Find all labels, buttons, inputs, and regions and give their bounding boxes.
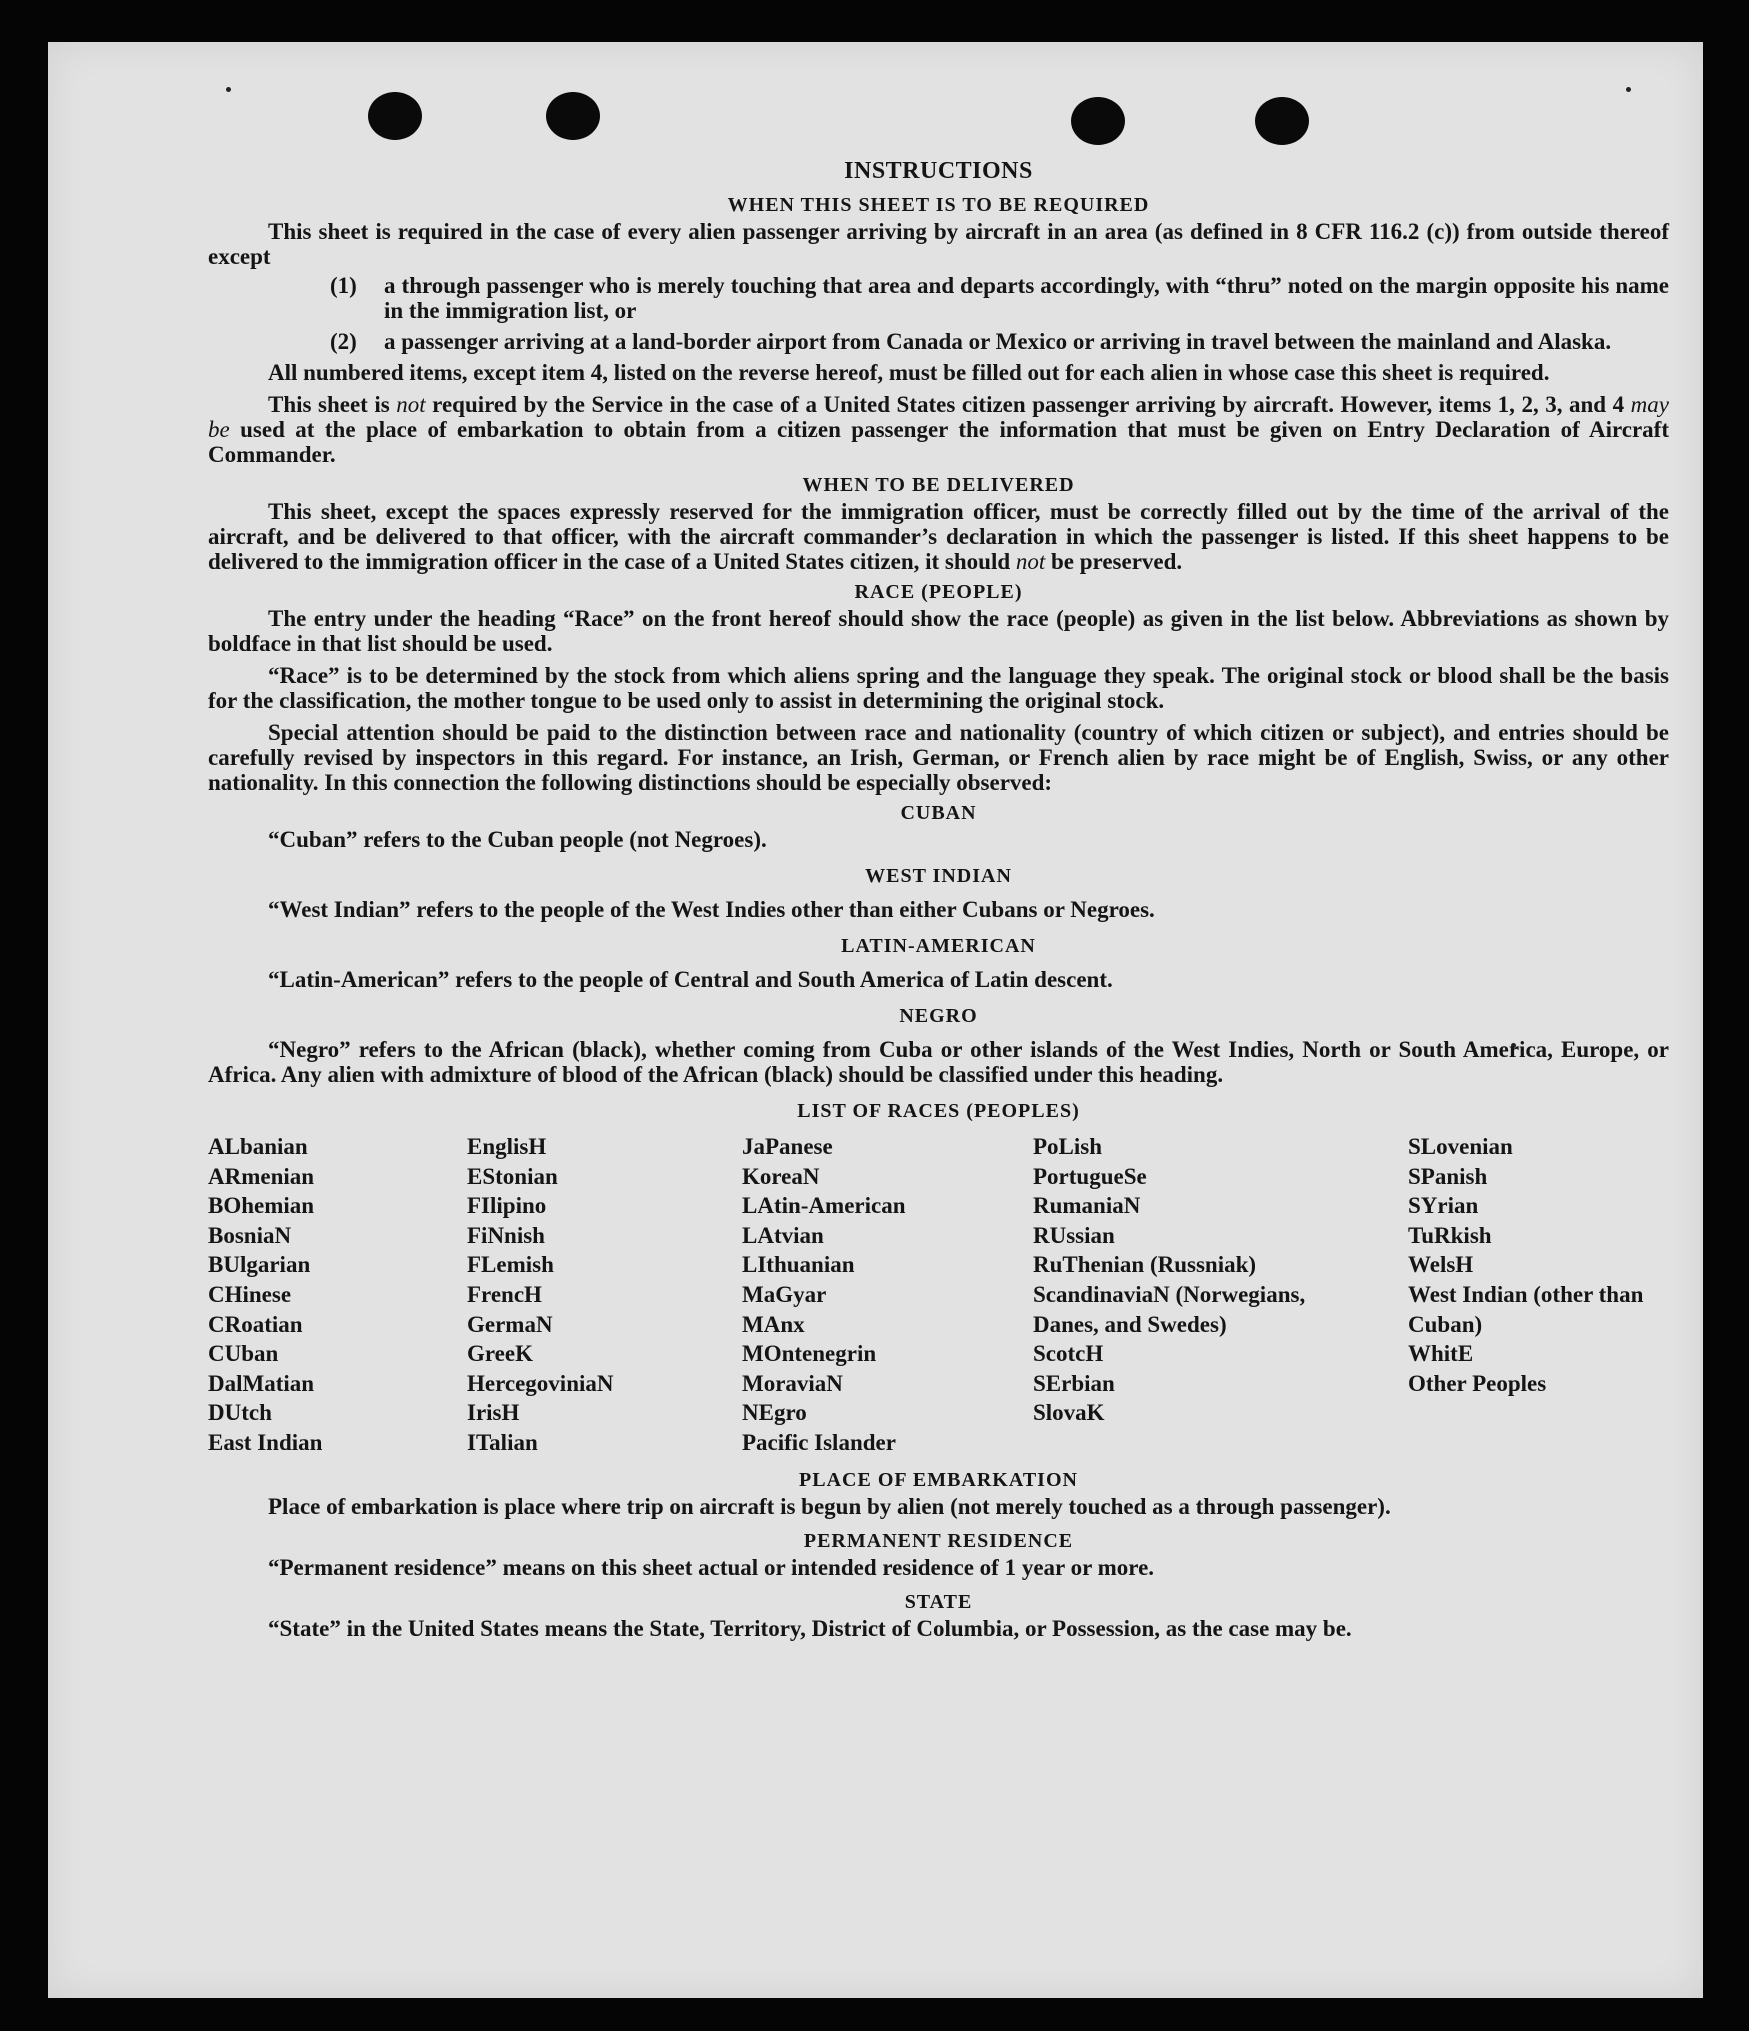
text-span: This sheet, except the spaces expressly reserved for the immigration officer, must be correctly filled out by the time of the arrival of the aircraft, and be delivered to that officer, with the aircraft commander’s declaration in which the passenger is listed. If this sheet happens to be delivered to the immigration officer in the case of a United States citizen, it should xyxy=(208,499,1669,574)
document-sheet xyxy=(48,42,1703,1998)
race-entry: MaGyar xyxy=(742,1281,827,1307)
race-entry: EnglisH xyxy=(467,1134,547,1159)
heading-list-of-races: LIST OF RACES (PEOPLES) xyxy=(797,1100,1080,1122)
punch-hole xyxy=(368,92,422,140)
race-entry: EStonian xyxy=(467,1163,558,1189)
punch-hole xyxy=(1071,97,1125,145)
race-entry: ITalian xyxy=(467,1429,538,1455)
race-entry: BUlgarian xyxy=(208,1252,311,1278)
required-para-2: All numbered items, except item 4, listed on the reverse hereof, must be filled out for each alien in whose case this sheet is required. xyxy=(268,360,1550,385)
heading-state: STATE xyxy=(904,1591,973,1613)
heading-race: RACE (PEOPLE) xyxy=(854,581,1023,603)
race-entry: HercegoviniaN xyxy=(467,1370,614,1396)
race-entry: East Indian xyxy=(208,1429,323,1455)
item-number: (2) xyxy=(330,329,357,354)
race-column xyxy=(208,1132,322,1458)
heading-cuban: CUBAN xyxy=(900,802,977,824)
required-intro: This sheet is required in the case of every alien passenger arriving by aircraft in an area (as defined in 8 CFR 116.2 (c)) from outside thereof except xyxy=(208,219,1669,269)
race-list xyxy=(208,1132,1669,1462)
heading-latin-american: LATIN-AMERICAN xyxy=(841,935,1036,957)
race-entry: CHinese xyxy=(208,1281,292,1307)
race-entry: CRoatian xyxy=(208,1311,303,1337)
race-para-1: The entry under the heading “Race” on the front hereof should show the race (people) as given in the list below. Abbreviations as shown by boldface in that list should be used. xyxy=(208,606,1669,656)
race-entry: LIthuanian xyxy=(742,1252,855,1278)
race-entry: NEgro xyxy=(742,1400,807,1426)
italic-text: not xyxy=(1015,549,1046,574)
race-entry: LAtvian xyxy=(742,1222,824,1248)
race-entry: SlovaK xyxy=(1033,1400,1105,1426)
race-column xyxy=(467,1132,614,1458)
race-column xyxy=(1408,1132,1668,1398)
race-para-2: “Race” is to be determined by the stock from which aliens spring and the language they speak. The original stock or blood shall be the basis for the classification, the mother tongue to be used only to assist in determining the original stock. xyxy=(208,663,1669,713)
race-entry: FrencH xyxy=(467,1281,542,1307)
race-entry: DalMatian xyxy=(208,1370,315,1396)
heading-permanent-residence: PERMANENT RESIDENCE xyxy=(803,1530,1074,1552)
race-entry: CUban xyxy=(208,1341,279,1367)
race-entry: SLovenian xyxy=(1408,1134,1513,1159)
race-entry: SPanish xyxy=(1408,1163,1488,1189)
race-entry: ARmenian xyxy=(208,1163,315,1189)
race-entry: KoreaN xyxy=(742,1163,820,1189)
race-entry: RuThenian (Russniak) xyxy=(1033,1252,1257,1278)
race-para-3: Special attention should be paid to the distinction between race and nationality (country of which citizen or subject), and entries should be carefully revised by inspectors in this regard. For instance, an Irish, German, or French alien by race might be of English, Swiss, or any other nationality. In this connection the following distinctions should be especially observed: xyxy=(208,720,1669,795)
text-span: This sheet is xyxy=(268,392,397,417)
punch-hole xyxy=(1255,97,1309,145)
exception-list xyxy=(208,273,1669,354)
race-entry: GermaN xyxy=(467,1311,553,1337)
race-entry: PortugueSe xyxy=(1033,1163,1147,1189)
race-column xyxy=(742,1132,906,1458)
negro-text: “Negro” refers to the African (black), whether coming from Cuba or other islands of the West Indies, North or South America, Europe, or Africa. Any alien with admixture of blood of the African (black) should be classified under this heading. xyxy=(208,1037,1669,1087)
item-text: a passenger arriving at a land-border airport from Canada or Mexico or arriving in travel between the mainland and Alaska. xyxy=(384,329,1612,354)
residence-text: “Permanent residence” means on this sheet actual or intended residence of 1 year or more. xyxy=(268,1555,1155,1580)
race-entry: SErbian xyxy=(1033,1370,1115,1396)
state-text: “State” in the United States means the State, Territory, District of Columbia, or Possession, as the case may be. xyxy=(268,1616,1352,1641)
race-entry: FIlipino xyxy=(467,1193,547,1219)
item-text: a through passenger who is merely touching that area and departs accordingly, with “thru” noted on the margin opposite his name in the immigration list, or xyxy=(384,273,1669,323)
race-entry: WelsH xyxy=(1408,1252,1474,1278)
race-entry: RumaniaN xyxy=(1033,1193,1141,1219)
text-span: required by the Service in the case of a United States citizen passenger arriving by aircraft. However, items 1, 2, 3, and 4 xyxy=(425,392,1631,417)
race-entry: ALbanian xyxy=(208,1134,308,1159)
italic-text: may be xyxy=(208,392,1669,442)
race-entry: PoLish xyxy=(1033,1134,1103,1159)
race-entry: RUssian xyxy=(1033,1222,1115,1248)
instructions-content xyxy=(208,155,1669,1641)
race-entry: ScotcH xyxy=(1033,1341,1104,1367)
race-entry: Other Peoples xyxy=(1408,1370,1547,1396)
heading-delivered: WHEN TO BE DELIVERED xyxy=(802,474,1075,496)
race-column xyxy=(1033,1132,1338,1428)
text-span: used at the place of embarkation to obtain from a citizen passenger the information that must be given on Entry Declaration of Aircraft Commander. xyxy=(208,417,1669,467)
embarkation-text: Place of embarkation is place where trip on aircraft is begun by alien (not merely touched as a through passenger). xyxy=(268,1494,1391,1519)
punch-hole xyxy=(546,92,600,140)
heading-west-indian: WEST INDIAN xyxy=(865,865,1012,887)
heading-required: WHEN THIS SHEET IS TO BE REQUIRED xyxy=(727,194,1150,216)
race-entry: TuRkish xyxy=(1408,1222,1492,1248)
race-entry: GreeK xyxy=(467,1341,533,1367)
race-entry: JaPanese xyxy=(742,1134,833,1159)
item-number: (1) xyxy=(330,273,357,298)
race-entry: SYrian xyxy=(1408,1193,1479,1219)
cuban-text: “Cuban” refers to the Cuban people (not Negroes). xyxy=(268,827,767,852)
race-entry: LAtin-American xyxy=(742,1193,906,1219)
italic-text: not xyxy=(396,392,426,417)
speck xyxy=(226,87,231,92)
latin-american-text: “Latin-American” refers to the people of Central and South America of Latin descent. xyxy=(268,967,1113,992)
page-title: INSTRUCTIONS xyxy=(844,158,1033,184)
race-entry: FLemish xyxy=(467,1252,554,1278)
exception-item xyxy=(330,329,1669,354)
race-entry: BOhemian xyxy=(208,1193,315,1219)
heading-embarkation: PLACE OF EMBARKATION xyxy=(799,1469,1078,1491)
race-entry: MAnx xyxy=(742,1311,805,1337)
race-entry: ScandinaviaN (Norwegians, Danes, and Swedes) xyxy=(1033,1281,1306,1337)
exception-item xyxy=(330,273,1669,323)
heading-negro: NEGRO xyxy=(899,1005,978,1027)
race-entry: MOntenegrin xyxy=(742,1341,877,1367)
race-entry: FiNnish xyxy=(467,1222,545,1248)
race-entry: DUtch xyxy=(208,1400,272,1426)
delivered-text xyxy=(208,499,1669,574)
west-indian-text: “West Indian” refers to the people of the West Indies other than either Cubans or Negroes. xyxy=(268,897,1155,922)
race-entry: MoraviaN xyxy=(742,1370,843,1396)
race-entry: WhitE xyxy=(1408,1341,1474,1367)
race-entry: BosniaN xyxy=(208,1222,292,1248)
race-entry: Pacific Islander xyxy=(742,1429,896,1455)
race-entry: IrisH xyxy=(467,1400,520,1426)
required-para-3 xyxy=(208,392,1669,467)
speck xyxy=(1626,87,1631,92)
race-entry: West Indian (other than Cuban) xyxy=(1408,1281,1644,1337)
text-span: be preserved. xyxy=(1045,549,1183,574)
